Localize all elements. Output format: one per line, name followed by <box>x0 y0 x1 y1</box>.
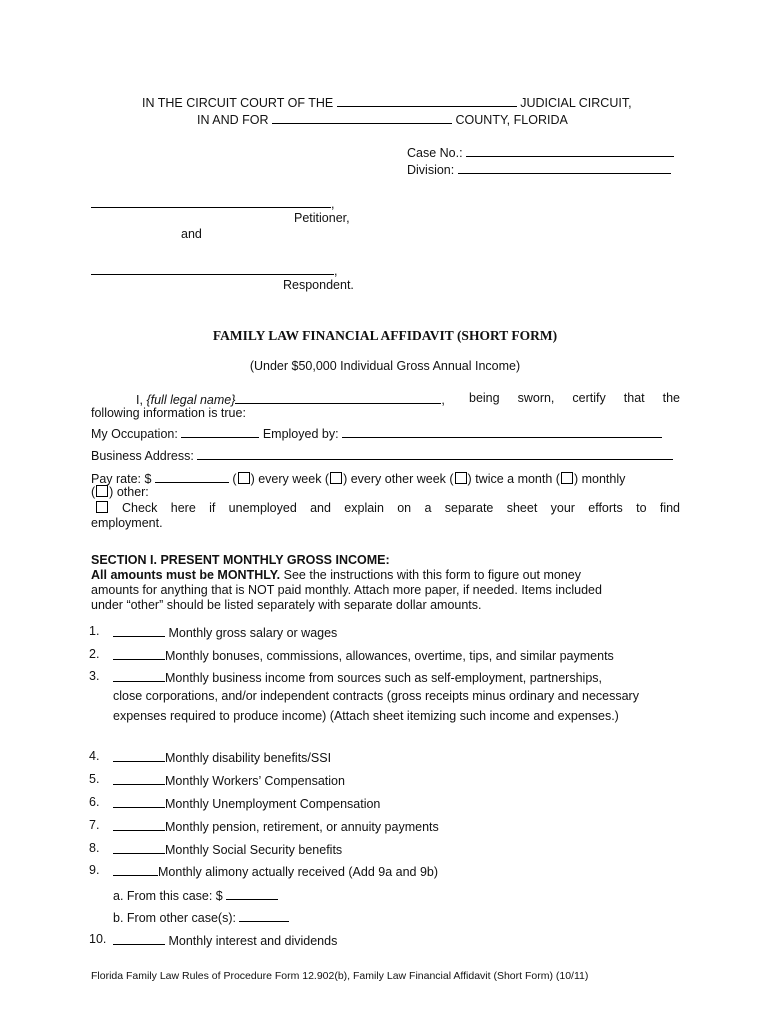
business-address-field[interactable] <box>197 447 673 460</box>
pay-rate-row: Pay rate: $ ( ) every week ( ) every other week ( ) twice a month ( ) monthly <box>91 472 626 486</box>
every-other-week-label: every other week ( <box>350 472 454 486</box>
income-item-5 <box>113 772 345 788</box>
business-address-label: Business Address: <box>91 449 194 463</box>
division-field[interactable] <box>458 161 671 174</box>
occupation-row <box>91 425 662 441</box>
section-1-heading-text: SECTION I. PRESENT MONTHLY GROSS INCOME: <box>91 553 390 567</box>
petitioner-name-field[interactable] <box>91 195 331 208</box>
other-checkbox[interactable] <box>96 485 108 497</box>
petitioner-label: Petitioner, <box>294 211 350 225</box>
respondent-name-field[interactable] <box>91 262 334 275</box>
item-label: Monthly disability benefits/SSI <box>165 751 332 765</box>
amount-field[interactable] <box>113 863 158 876</box>
income-item-9 <box>113 863 438 879</box>
occupation-field[interactable] <box>181 425 259 438</box>
amount-field[interactable] <box>113 669 165 682</box>
and-label: and <box>181 227 202 241</box>
sworn-continuation: following information is true: <box>91 406 246 420</box>
income-item-1 <box>113 624 337 640</box>
item-number: 8. <box>89 841 100 855</box>
judicial-circuit-label: JUDICIAL CIRCUIT, <box>520 96 632 110</box>
item-number: 9. <box>89 863 100 877</box>
section-1-instructions-line-3: under “other” should be listed separately with separate dollar amounts. <box>91 598 482 612</box>
amount-field[interactable] <box>113 749 165 762</box>
amount-field[interactable] <box>113 932 165 945</box>
income-item-3 <box>113 669 602 685</box>
unemployed-text: Check here if unemployed and explain on a separate sheet your efforts to find <box>122 501 680 515</box>
court-line-1 <box>142 94 632 110</box>
amount-field[interactable] <box>113 772 165 785</box>
income-item-6 <box>113 795 380 811</box>
petitioner-name-row <box>91 195 334 211</box>
business-address-row <box>91 447 673 463</box>
page-footer: Florida Family Law Rules of Procedure Form 12.902(b), Family Law Financial Affidavit (Short Form) (10/11) <box>91 970 589 982</box>
unemployed-checkbox-wrap <box>95 501 109 515</box>
full-name-field[interactable] <box>235 391 441 404</box>
item-number: 7. <box>89 818 100 832</box>
division-row <box>407 161 671 177</box>
twice-a-month-checkbox[interactable] <box>455 472 467 484</box>
county-label: COUNTY, FLORIDA <box>455 113 568 127</box>
sworn-text: being sworn, certify that the <box>469 391 680 405</box>
employed-by-label: Employed by: <box>262 427 339 441</box>
amount-field[interactable] <box>113 624 165 637</box>
income-item-4 <box>113 749 331 765</box>
income-item-8 <box>113 841 342 857</box>
affiant-prefix: I, <box>136 393 143 407</box>
division-label: Division: <box>407 163 455 177</box>
item-9a <box>113 887 278 903</box>
respondent-name-row <box>91 262 337 278</box>
item-9b <box>113 909 289 925</box>
item-label: Monthly interest and dividends <box>168 934 338 948</box>
case-no-field[interactable] <box>466 144 674 157</box>
every-other-week-checkbox[interactable] <box>330 472 342 484</box>
instructions-text: See the instructions with this form to figure out money <box>283 568 582 582</box>
affiant-row: I, {full legal name} , <box>136 393 445 407</box>
unemployed-checkbox[interactable] <box>96 501 108 513</box>
case-no-label: Case No.: <box>407 146 463 160</box>
section-1-heading <box>91 553 390 567</box>
amount-field[interactable] <box>113 647 165 660</box>
every-week-label: every week ( <box>258 472 330 486</box>
item-label: Monthly pension, retirement, or annuity payments <box>165 820 439 834</box>
monthly-emphasis: All amounts must be MONTHLY. <box>91 568 281 582</box>
occupation-label: My Occupation: <box>91 427 178 441</box>
respondent-label: Respondent. <box>283 278 354 292</box>
section-1-instructions-line-2: amounts for anything that is NOT paid monthly. Attach more paper, if needed. Items included <box>91 583 602 597</box>
item-number: 4. <box>89 749 100 763</box>
unemployed-text-continuation: employment. <box>91 516 163 530</box>
in-and-for-label: IN AND FOR <box>197 113 269 127</box>
section-1-instructions-line-1 <box>91 568 581 582</box>
income-item-2 <box>113 647 614 663</box>
item-label: Monthly alimony actually received (Add 9a and 9b) <box>158 865 439 879</box>
item-label: Monthly Social Security benefits <box>165 843 343 857</box>
item-3-continuation: close corporations, and/or independent contracts (gross receipts minus ordinary and necessary expenses required to produce income) (Attach sheet itemizing such income and expenses.) <box>113 689 639 723</box>
item-number: 3. <box>89 669 100 683</box>
item-label: Monthly business income from sources such as self-employment, partnerships, <box>165 671 602 685</box>
amount-field[interactable] <box>113 818 165 831</box>
court-label: IN THE CIRCUIT COURT OF THE <box>142 96 334 110</box>
monthly-label: monthly <box>581 472 626 486</box>
item-label: Monthly Unemployment Compensation <box>165 797 381 811</box>
amount-field[interactable] <box>113 841 165 854</box>
other-label: other: <box>116 485 149 499</box>
twice-a-month-label: twice a month ( <box>475 472 560 486</box>
pay-rate-field[interactable] <box>155 470 229 483</box>
income-item-7 <box>113 818 439 834</box>
county-blank[interactable] <box>272 111 452 124</box>
judicial-circuit-blank[interactable] <box>337 94 517 107</box>
item-label: Monthly bonuses, commissions, allowances, overtime, tips, and similar payments <box>165 649 614 663</box>
every-week-checkbox[interactable] <box>238 472 250 484</box>
item-9a-label: a. From this case: $ <box>113 889 223 903</box>
other-row: ( ) other: <box>91 485 149 499</box>
item-label: Monthly Workers’ Compensation <box>165 774 345 788</box>
item-number: 1. <box>89 624 100 638</box>
employed-by-field[interactable] <box>342 425 662 438</box>
item-number: 10. <box>89 932 107 946</box>
item-label: Monthly gross salary or wages <box>168 626 338 640</box>
respondent-comma: , <box>334 264 338 278</box>
amount-field[interactable] <box>113 795 165 808</box>
case-no-row <box>407 144 674 160</box>
pay-rate-label: Pay rate: $ <box>91 472 152 486</box>
item-number: 2. <box>89 647 100 661</box>
item-number: 5. <box>89 772 100 786</box>
form-title: FAMILY LAW FINANCIAL AFFIDAVIT (SHORT FORM) <box>212 328 558 343</box>
item-9b-field[interactable] <box>239 909 289 922</box>
full-name-hint: {full legal name} <box>146 393 236 407</box>
item-number: 6. <box>89 795 100 809</box>
monthly-checkbox[interactable] <box>561 472 573 484</box>
item-9b-label: b. From other case(s): <box>113 911 236 925</box>
form-subtitle: (Under $50,000 Individual Gross Annual Income) <box>249 359 521 373</box>
court-line-2 <box>197 111 568 127</box>
item-9a-field[interactable] <box>226 887 278 900</box>
petitioner-comma: , <box>331 197 335 211</box>
income-item-10 <box>113 932 337 948</box>
